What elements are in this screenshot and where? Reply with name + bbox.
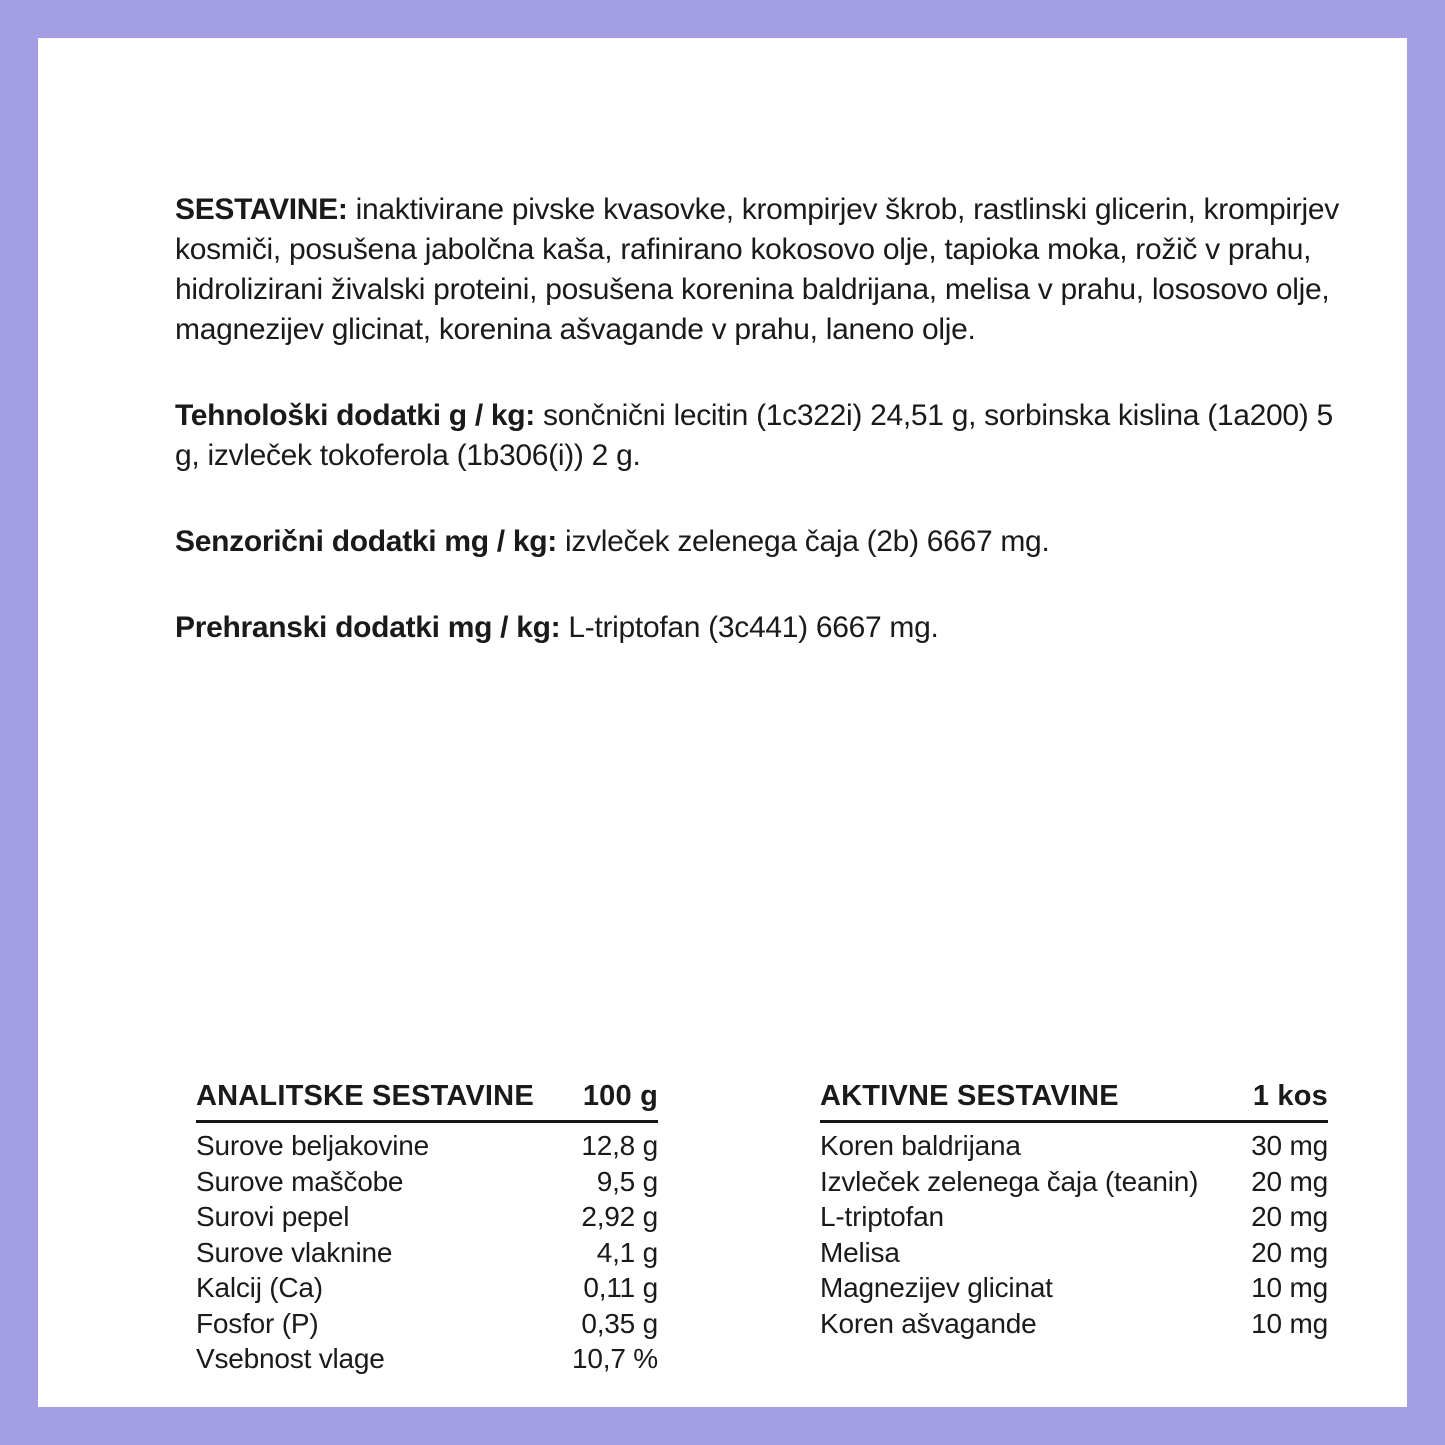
nutritional-additives-text: L-triptofan (3c441) 6667 mg. [568,611,939,644]
table-row [820,1270,1328,1306]
active-table-title: AKTIVNE SESTAVINE [820,1080,1119,1112]
sensory-additives-text: izvleček zelenega čaja (2b) 6667 mg. [565,525,1050,558]
table-row [820,1164,1328,1200]
table-row [196,1235,658,1271]
row-value: 20 mg [1251,1236,1328,1268]
table-row [196,1164,658,1200]
ingredient-text-block [175,190,1345,694]
technological-additives-text: sončnični lecitin (1c322i) 24,51 g, sorbinska kislina (1a200) 5 g, izvleček tokoferola (1b306(i)) 2 g. [175,399,1333,472]
row-label: Surove beljakovine [196,1130,429,1161]
row-label: Kalcij (Ca) [196,1272,323,1303]
table-row [820,1128,1328,1164]
row-value: 0,35 g [581,1307,658,1339]
row-label: Surove vlaknine [196,1236,393,1268]
sensory-additives-label: Senzorični dodatki mg / kg: [175,525,557,558]
row-value: 30 mg [1251,1130,1328,1161]
row-value: 4,1 g [596,1236,658,1268]
row-value: 20 mg [1251,1165,1328,1197]
row-value: 0,11 g [583,1272,658,1303]
sensory-additives-paragraph [175,522,1345,562]
analytical-table-body [196,1123,658,1377]
active-table-header [820,1080,1328,1123]
row-label: L-triptofan [820,1201,944,1232]
row-value: 9,5 g [596,1165,658,1197]
ingredients-label: SESTAVINE: [175,193,348,226]
row-value: 12,8 g [581,1130,658,1161]
table-row [196,1270,658,1306]
table-row [820,1199,1328,1235]
table-row [820,1235,1328,1271]
analytical-table-unit: 100 g [582,1080,658,1112]
table-row [196,1306,658,1342]
label-card [38,38,1407,1407]
table-row [196,1128,658,1164]
row-label: Izvleček zelenega čaja (teanin) [820,1165,1199,1197]
table-row [196,1341,658,1377]
row-value: 20 mg [1251,1201,1328,1232]
analytical-table-header [196,1080,658,1123]
row-value: 10,7 % [572,1343,658,1374]
table-row [196,1199,658,1235]
active-table-unit: 1 kos [1252,1080,1328,1112]
table-row [820,1306,1328,1342]
row-label: Koren ašvagande [820,1307,1037,1339]
analytical-constituents-table [196,1080,658,1377]
technological-additives-paragraph [175,396,1345,476]
row-value: 2,92 g [581,1201,658,1232]
active-ingredients-table [820,1080,1328,1341]
active-table-body [820,1123,1328,1341]
row-label: Surove maščobe [196,1165,404,1197]
row-label: Surovi pepel [196,1201,350,1232]
analytical-table-title: ANALITSKE SESTAVINE [196,1080,534,1112]
technological-additives-label: Tehnološki dodatki g / kg: [175,399,535,432]
row-value: 10 mg [1251,1272,1328,1303]
row-label: Magnezijev glicinat [820,1272,1053,1303]
ingredients-paragraph [175,190,1345,350]
row-label: Melisa [820,1236,900,1268]
row-label: Vsebnost vlage [196,1343,385,1374]
row-label: Koren baldrijana [820,1130,1021,1161]
ingredients-text: inaktivirane pivske kvasovke, krompirjev škrob, rastlinski glicerin, krompirjev kosmiči, posušena jabolčna kaša, rafinirano kokosovo olje, tapioka moka, rožič v prahu, hidrolizirani živalski proteini, posušena korenina baldrijana, melisa v prahu, lososovo olje, magnezijev glicinat, korenina ašvagande v prahu, laneno olje. [175,193,1339,346]
row-value: 10 mg [1251,1307,1328,1339]
nutritional-additives-label: Prehranski dodatki mg / kg: [175,611,561,644]
nutritional-additives-paragraph [175,608,1345,648]
row-label: Fosfor (P) [196,1307,319,1339]
